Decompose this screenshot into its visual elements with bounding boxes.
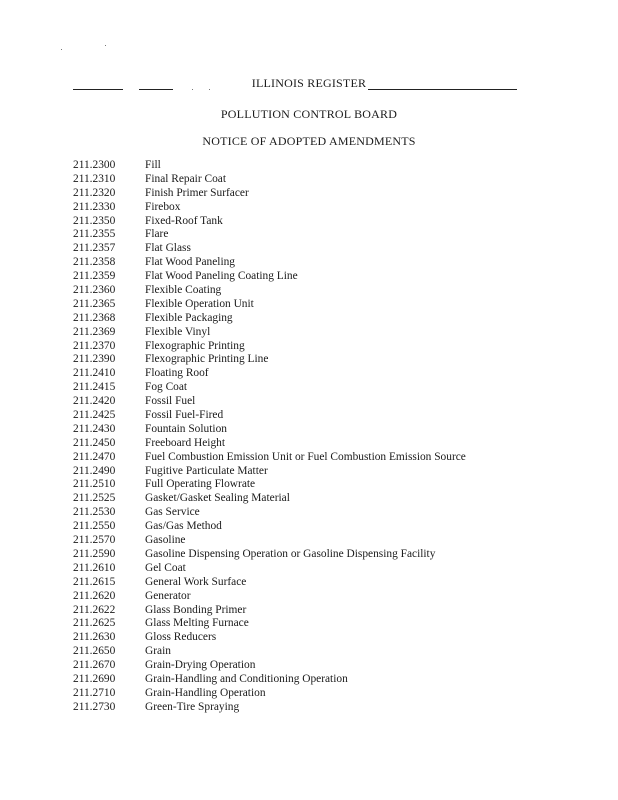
section-number: 211.2330: [73, 200, 116, 213]
definition-term: Gasket/Gasket Sealing Material: [145, 492, 290, 505]
definition-term: Grain-Handling and Conditioning Operation: [145, 672, 348, 685]
section-number: 211.2360: [73, 284, 116, 297]
definition-term: Gasoline Dispensing Operation or Gasoline Dispensing Facility: [145, 547, 436, 560]
section-number: 211.2625: [73, 617, 116, 630]
definition-row: [73, 298, 593, 312]
definition-term: Flexible Vinyl: [145, 325, 211, 338]
definition-term: Glass Melting Furnace: [145, 617, 249, 630]
definition-row: [73, 437, 593, 451]
definition-term: Grain-Handling Operation: [145, 686, 266, 699]
board-name: POLLUTION CONTROL BOARD: [220, 107, 398, 121]
section-number: 211.2730: [73, 700, 116, 713]
definition-term: Gas/Gas Method: [145, 520, 222, 533]
definition-row: [73, 367, 593, 381]
definition-term: Fixed-Roof Tank: [145, 214, 223, 227]
definition-term: Fugitive Particulate Matter: [145, 464, 268, 477]
definition-row: [73, 381, 593, 395]
definition-row: [73, 159, 593, 173]
section-number: 211.2525: [73, 492, 116, 505]
definition-row: [73, 242, 593, 256]
definition-term: Flare: [145, 228, 169, 241]
section-number: 211.2365: [73, 297, 116, 310]
section-number: 211.2530: [73, 506, 116, 519]
definition-row: [73, 506, 593, 520]
definition-term: Gel Coat: [145, 561, 186, 574]
definition-term: Gas Service: [145, 506, 200, 519]
scan-speck: [61, 49, 62, 50]
definition-term: Gloss Reducers: [145, 631, 217, 644]
section-number: 211.2710: [73, 686, 116, 699]
section-number: 211.2670: [73, 659, 116, 672]
definition-term: Final Repair Coat: [145, 172, 226, 185]
definition-row: [73, 604, 593, 618]
definition-term: Full Operating Flowrate: [145, 478, 256, 491]
definition-term: Glass Bonding Primer: [145, 603, 247, 616]
section-number: 211.2390: [73, 353, 116, 366]
definition-term: Grain: [145, 645, 171, 658]
definition-term: Fountain Solution: [145, 422, 227, 435]
definition-term: Flat Wood Paneling: [145, 256, 235, 269]
definition-row: [73, 423, 593, 437]
definition-term: Flexible Packaging: [145, 311, 233, 324]
section-number: 211.2350: [73, 214, 116, 227]
definition-term: Fill: [145, 159, 161, 171]
definition-row: [73, 520, 593, 534]
definition-row: [73, 659, 593, 673]
definition-row: [73, 687, 593, 701]
definition-term: Floating Roof: [145, 367, 209, 380]
section-number: 211.2590: [73, 547, 116, 560]
register-title-text: ILLINOIS REGISTER: [251, 76, 367, 90]
definition-row: [73, 701, 593, 715]
definition-row: [73, 465, 593, 479]
section-number: 211.2357: [73, 242, 116, 255]
definition-term: Finish Primer Surfacer: [145, 186, 249, 199]
definition-term: Grain-Drying Operation: [145, 659, 256, 672]
definition-term: Fuel Combustion Emission Unit or Fuel Combustion Emission Source: [145, 450, 466, 463]
notice-heading: NOTICE OF ADOPTED AMENDMENTS: [202, 134, 416, 148]
section-number: 211.2615: [73, 575, 116, 588]
definition-row: [73, 451, 593, 465]
definition-row: [73, 478, 593, 492]
section-number: 211.2370: [73, 339, 116, 352]
definition-row: [73, 228, 593, 242]
definition-term: Firebox: [145, 200, 181, 213]
definition-row: [73, 562, 593, 576]
definition-term: Flexographic Printing: [145, 339, 245, 352]
definition-row: [73, 215, 593, 229]
definition-row: [73, 409, 593, 423]
section-number: 211.2570: [73, 534, 116, 547]
definition-term: Fossil Fuel-Fired: [145, 409, 224, 422]
definition-term: Flexible Operation Unit: [145, 297, 254, 310]
section-number: 211.2358: [73, 256, 116, 269]
definition-row: [73, 201, 593, 215]
register-title: [0, 76, 618, 91]
definition-term: Flexographic Printing Line: [145, 353, 269, 366]
definition-term: Flat Glass: [145, 242, 191, 255]
definition-row: [73, 617, 593, 631]
section-number: 211.2320: [73, 186, 116, 199]
section-number: 211.2550: [73, 520, 116, 533]
section-number: 211.2450: [73, 436, 116, 449]
definition-term: Generator: [145, 589, 191, 602]
section-number: 211.2630: [73, 631, 116, 644]
definition-term: Gasoline: [145, 534, 186, 547]
definition-row: [73, 284, 593, 298]
scan-speck: [105, 45, 106, 46]
section-number: 211.2510: [73, 478, 116, 491]
section-number: 211.2620: [73, 589, 116, 602]
definition-term: Green-Tire Spraying: [145, 700, 240, 713]
section-number: 211.2425: [73, 409, 116, 422]
definition-row: [73, 590, 593, 604]
section-number: 211.2490: [73, 464, 116, 477]
definition-row: [73, 492, 593, 506]
definition-row: [73, 395, 593, 409]
section-number: 211.2359: [73, 270, 116, 283]
definition-row: [73, 673, 593, 687]
definition-term: Flexible Coating: [145, 284, 222, 297]
section-number: 211.2415: [73, 381, 116, 394]
definition-row: [73, 548, 593, 562]
section-number: 211.2650: [73, 645, 116, 658]
definition-row: [73, 645, 593, 659]
definition-term: Freeboard Height: [145, 436, 226, 449]
section-number: 211.2610: [73, 561, 116, 574]
section-number: 211.2310: [73, 172, 116, 185]
section-number: 211.2368: [73, 311, 116, 324]
definition-term: Fossil Fuel: [145, 395, 196, 408]
section-number: 211.2622: [73, 603, 116, 616]
definition-row: [73, 187, 593, 201]
section-number: 211.2300: [73, 159, 116, 171]
section-number: 211.2355: [73, 228, 116, 241]
definition-row: [73, 631, 593, 645]
definition-row: [73, 576, 593, 590]
section-number: 211.2420: [73, 395, 116, 408]
definition-term: General Work Surface: [145, 575, 247, 588]
definition-row: [73, 534, 593, 548]
definition-row: [73, 353, 593, 367]
section-number: 211.2690: [73, 672, 116, 685]
definition-row: [73, 270, 593, 284]
definition-term: Fog Coat: [145, 381, 188, 394]
section-number: 211.2430: [73, 422, 116, 435]
definition-row: [73, 312, 593, 326]
section-number: 211.2470: [73, 450, 116, 463]
section-number: 211.2410: [73, 367, 116, 380]
definition-row: [73, 256, 593, 270]
definition-row: [73, 340, 593, 354]
definition-row: [73, 173, 593, 187]
section-number: 211.2369: [73, 325, 116, 338]
definitions-list: [73, 159, 593, 715]
definition-row: [73, 326, 593, 340]
definition-term: Flat Wood Paneling Coating Line: [145, 270, 298, 283]
